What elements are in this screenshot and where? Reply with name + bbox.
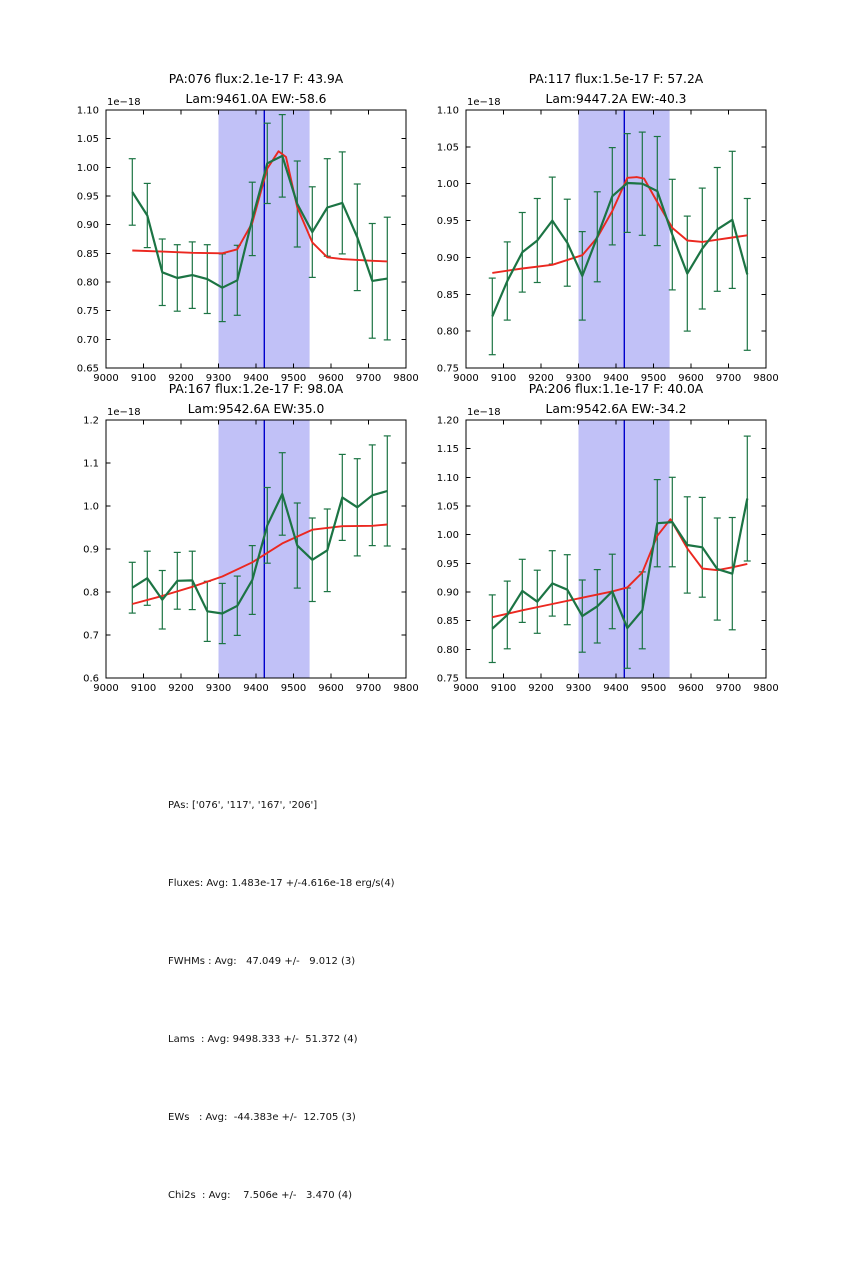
y-tick-label: 0.9 xyxy=(83,544,99,556)
y-tick-label: 0.85 xyxy=(436,616,459,628)
x-tick-label: 9200 xyxy=(168,373,194,384)
y-tick-label: 0.80 xyxy=(436,326,459,338)
x-tick-label: 9200 xyxy=(168,683,194,694)
x-tick-label: 9000 xyxy=(453,683,479,694)
y-offset-label: 1e−18 xyxy=(107,407,141,418)
y-offset-label: 1e−18 xyxy=(107,97,141,108)
x-tick-label: 9500 xyxy=(280,373,307,384)
y-tick-label: 1.0 xyxy=(83,501,99,513)
y-tick-label: 0.90 xyxy=(436,587,459,599)
x-tick-label: 9100 xyxy=(490,373,517,384)
summary-block xyxy=(168,741,395,1261)
y-tick-label: 0.7 xyxy=(83,630,99,642)
y-tick-label: 0.75 xyxy=(76,306,99,318)
y-tick-label: 1.2 xyxy=(83,415,99,427)
error-bar xyxy=(129,562,136,613)
x-tick-label: 9300 xyxy=(205,683,232,694)
subplot-title-line2: Lam:9542.6A EW:-34.2 xyxy=(545,402,687,416)
summary-line-pas: PAs: ['076', '117', '167', '206'] xyxy=(168,800,318,811)
y-tick-label: 1.20 xyxy=(436,415,459,427)
x-tick-label: 9100 xyxy=(130,683,157,694)
y-tick-label: 0.70 xyxy=(76,334,99,346)
x-tick-label: 9600 xyxy=(678,373,704,384)
y-tick-label: 0.75 xyxy=(436,673,459,685)
subplot-title-line1: PA:076 flux:2.1e-17 F: 43.9A xyxy=(168,72,344,86)
y-tick-label: 0.6 xyxy=(83,673,99,685)
y-offset-label: 1e−18 xyxy=(467,407,501,418)
x-tick-label: 9500 xyxy=(640,373,667,384)
x-tick-label: 9300 xyxy=(205,373,232,384)
summary-line-fluxes: Fluxes: Avg: 1.483e-17 +/-4.616e-18 erg/s(4) xyxy=(168,878,395,889)
x-tick-label: 9600 xyxy=(318,373,344,384)
x-tick-label: 9800 xyxy=(753,683,779,694)
x-tick-label: 9100 xyxy=(490,683,517,694)
x-tick-label: 9600 xyxy=(318,683,344,694)
subplot-title-line1: PA:117 flux:1.5e-17 F: 57.2A xyxy=(528,72,704,86)
x-tick-label: 9700 xyxy=(715,373,742,384)
y-tick-label: 0.8 xyxy=(83,587,99,599)
x-tick-label: 9800 xyxy=(393,683,419,694)
x-tick-label: 9400 xyxy=(243,373,269,384)
x-tick-label: 9300 xyxy=(565,683,592,694)
x-tick-label: 9700 xyxy=(355,373,382,384)
x-tick-label: 9400 xyxy=(243,683,269,694)
subplot-title-line1: PA:206 flux:1.1e-17 F: 40.0A xyxy=(528,382,704,396)
y-tick-label: 1.1 xyxy=(83,458,99,470)
x-tick-label: 9700 xyxy=(715,683,742,694)
y-offset-label: 1e−18 xyxy=(467,97,501,108)
error-bar xyxy=(489,595,496,663)
y-tick-label: 0.95 xyxy=(436,558,459,570)
x-tick-label: 9000 xyxy=(453,373,479,384)
x-tick-label: 9400 xyxy=(603,373,629,384)
y-tick-label: 1.00 xyxy=(76,162,99,174)
subplot-pa076 xyxy=(50,55,430,400)
subplot-title-line2: Lam:9542.6A EW:35.0 xyxy=(187,402,325,416)
x-tick-label: 9200 xyxy=(528,683,554,694)
subplot-pa167 xyxy=(50,365,430,710)
y-tick-label: 0.75 xyxy=(436,363,459,375)
x-tick-label: 9100 xyxy=(130,373,157,384)
subplot-title-line2: Lam:9447.2A EW:-40.3 xyxy=(545,92,687,106)
summary-line-chi2s: Chi2s : Avg: 7.506e +/- 3.470 (4) xyxy=(168,1190,353,1201)
summary-line-lams: Lams : Avg: 9498.333 +/- 51.372 (4) xyxy=(168,1034,358,1045)
y-tick-label: 1.05 xyxy=(436,501,459,513)
y-tick-label: 1.00 xyxy=(436,530,459,542)
x-tick-label: 9800 xyxy=(753,373,779,384)
x-tick-label: 9800 xyxy=(393,373,419,384)
subplot-title-line2: Lam:9461.0A EW:-58.6 xyxy=(185,92,327,106)
x-tick-label: 9700 xyxy=(355,683,382,694)
y-tick-label: 0.85 xyxy=(76,248,99,260)
y-tick-label: 0.65 xyxy=(76,363,99,375)
y-tick-label: 0.95 xyxy=(436,216,459,228)
y-tick-label: 1.10 xyxy=(436,105,459,117)
y-tick-label: 1.15 xyxy=(436,444,459,456)
x-tick-label: 9500 xyxy=(640,683,667,694)
y-tick-label: 0.90 xyxy=(76,220,99,232)
y-tick-label: 0.85 xyxy=(436,289,459,301)
x-tick-label: 9500 xyxy=(280,683,307,694)
y-tick-label: 1.05 xyxy=(436,142,459,154)
y-tick-label: 0.95 xyxy=(76,191,99,203)
y-tick-label: 1.10 xyxy=(436,472,459,484)
y-tick-label: 0.80 xyxy=(436,644,459,656)
x-tick-label: 9200 xyxy=(528,373,554,384)
summary-line-ews: EWs : Avg: -44.383e +/- 12.705 (3) xyxy=(168,1112,356,1123)
error-bar xyxy=(489,278,496,355)
x-tick-label: 9000 xyxy=(93,373,119,384)
x-tick-label: 9300 xyxy=(565,373,592,384)
y-tick-label: 1.00 xyxy=(436,179,459,191)
x-tick-label: 9600 xyxy=(678,683,704,694)
summary-line-fwhms: FWHMs : Avg: 47.049 +/- 9.012 (3) xyxy=(168,956,356,967)
y-tick-label: 0.90 xyxy=(436,252,459,264)
subplot-pa117 xyxy=(410,55,790,400)
y-tick-label: 1.10 xyxy=(76,105,99,117)
x-tick-label: 9000 xyxy=(93,683,119,694)
x-tick-label: 9400 xyxy=(603,683,629,694)
y-tick-label: 0.80 xyxy=(76,277,99,289)
subplot-pa206 xyxy=(410,365,790,710)
y-tick-label: 1.05 xyxy=(76,134,99,146)
error-bar xyxy=(129,159,136,226)
subplot-title-line1: PA:167 flux:1.2e-17 F: 98.0A xyxy=(168,382,344,396)
